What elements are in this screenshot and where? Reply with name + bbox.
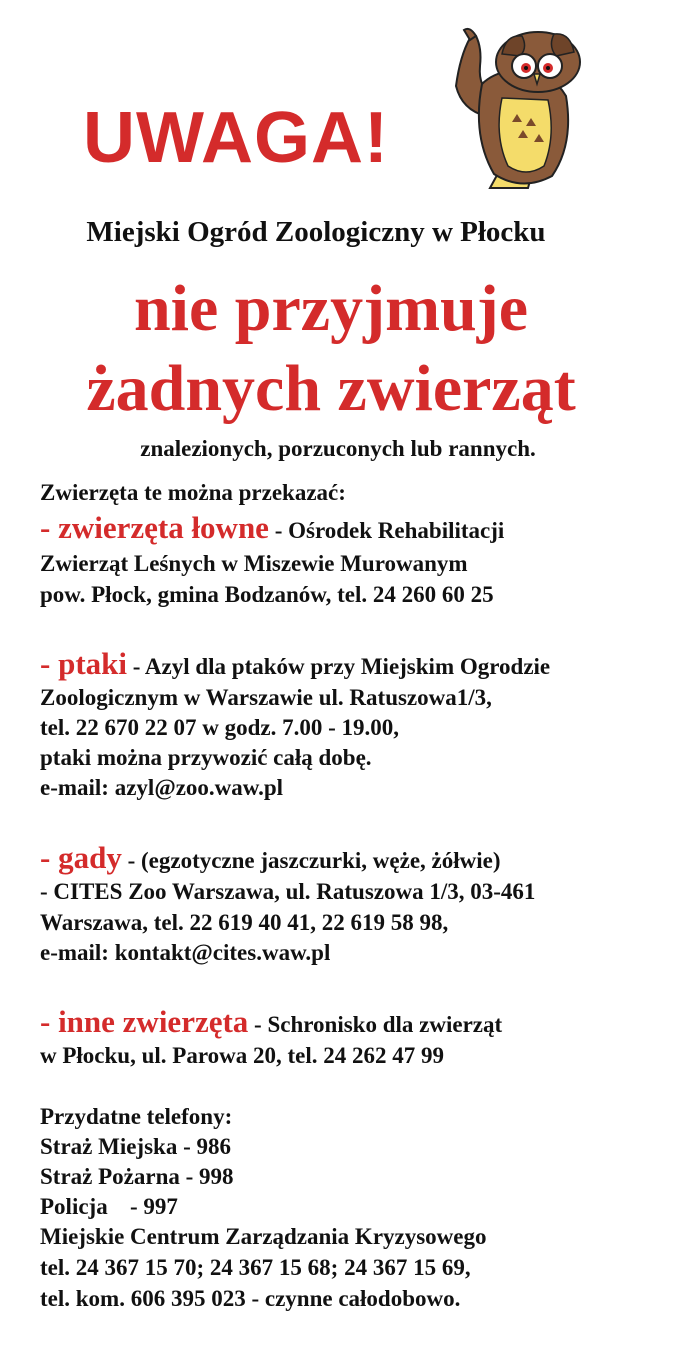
section-other-line: - Schronisko dla zwierząt: [248, 1012, 503, 1037]
section-birds-email: e-mail: azyl@zoo.waw.pl: [40, 775, 284, 800]
crisis-center: Miejskie Centrum Zarządzania Kryzysowego: [40, 1224, 487, 1249]
section-game-first-line: [40, 509, 504, 546]
police-label: Policja: [40, 1194, 108, 1219]
phones-title: Przydatne telefony:: [40, 1104, 233, 1129]
section-birds-line: - Azyl dla ptaków przy Miejskim Ogrodzie: [127, 654, 551, 679]
section-reptiles-line: - (egzotyczne jaszczurki, węże, żółwie): [121, 848, 501, 873]
section-other-first-line: [40, 1003, 502, 1040]
section-birds-line: tel. 22 670 22 07 w godz. 7.00 - 19.00,: [40, 715, 400, 740]
headline-line-1: nie przyjmuje: [133, 272, 529, 345]
phone-fire-brigade: Straż Pożarna - 998: [40, 1164, 234, 1189]
warning-headline: UWAGA!: [83, 98, 389, 178]
section-other-line: w Płocku, ul. Parowa 20, tel. 24 262 47 99: [40, 1043, 444, 1068]
section-other-lead: - inne zwierzęta: [40, 1004, 249, 1039]
section-reptiles-line: - CITES Zoo Warszawa, ul. Ratuszowa 1/3, 03-461: [40, 879, 536, 904]
section-birds-first-line: [40, 645, 550, 682]
section-reptiles-line: Warszawa, tel. 22 619 40 41, 22 619 58 98,: [40, 910, 449, 935]
subline: znalezionych, porzuconych lub rannych.: [140, 436, 536, 461]
section-game-lead: - zwierzęta łowne: [40, 510, 269, 545]
crisis-mobile: tel. kom. 606 395 023 - czynne całodobowo.: [40, 1286, 461, 1311]
police-number: - 997: [130, 1194, 178, 1219]
intro-text: Zwierzęta te można przekazać:: [40, 480, 346, 505]
section-birds-lead: - ptaki: [40, 646, 127, 681]
section-reptiles-first-line: [40, 839, 501, 876]
section-game-line: Zwierząt Leśnych w Miszewie Murowanym: [40, 551, 468, 576]
phone-police: [40, 1193, 178, 1221]
section-reptiles-lead: - gady: [40, 840, 122, 875]
headline-line-2: żadnych zwierząt: [86, 352, 576, 425]
crisis-tel: tel. 24 367 15 70; 24 367 15 68; 24 367 15 69,: [40, 1255, 471, 1280]
section-game-line: pow. Płock, gmina Bodzanów, tel. 24 260 60 25: [40, 582, 494, 607]
section-reptiles-email: e-mail: kontakt@cites.waw.pl: [40, 940, 331, 965]
owl-mascot-icon: [442, 26, 592, 194]
zoo-name: Miejski Ogród Zoologiczny w Płocku: [86, 216, 546, 248]
phone-city-guard: Straż Miejska - 986: [40, 1134, 231, 1159]
section-game-line: - Ośrodek Rehabilitacji: [268, 518, 505, 543]
section-birds-line: Zoologicznym w Warszawie ul. Ratuszowa1/3,: [40, 685, 492, 710]
section-birds-line: ptaki można przywozić całą dobę.: [40, 745, 372, 770]
